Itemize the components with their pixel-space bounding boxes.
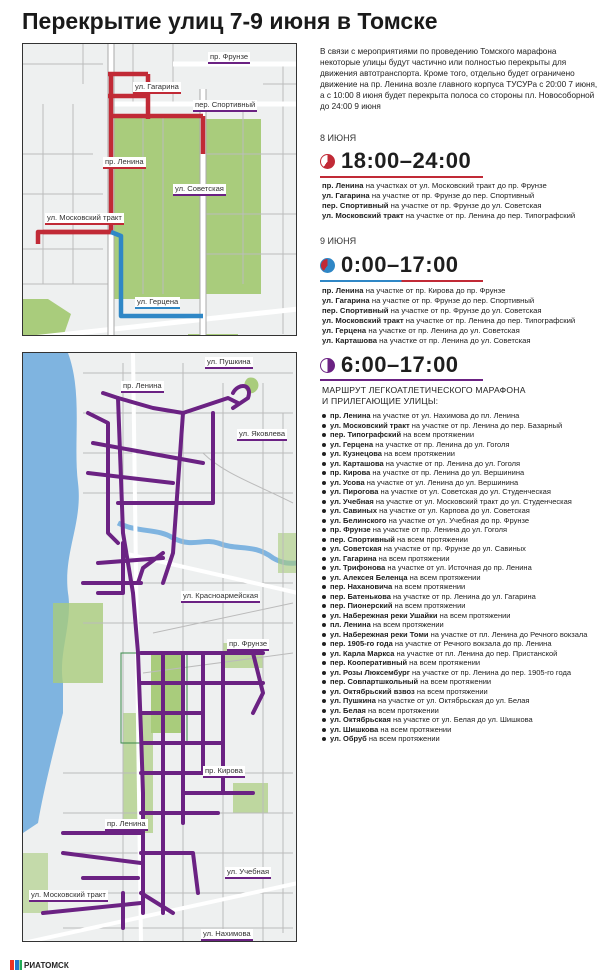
street-item	[322, 286, 575, 296]
street-name: ул. Октябрьская	[330, 715, 391, 724]
day2-time: 0:00–17:00	[341, 252, 459, 277]
street-segment: на участке от Речного вокзала до пр. Ленина	[392, 639, 552, 648]
street-name: пр. Ленина	[330, 411, 371, 420]
street-item	[322, 677, 600, 687]
street-item	[322, 734, 600, 744]
street-segment: на участке от ул. Учебная до пр. Фрунзе	[386, 515, 530, 525]
street-name: ул. Московский тракт	[322, 211, 404, 221]
street-segment: на участке от пр. Фрунзе до ул. Савиных	[381, 544, 526, 553]
street-item	[322, 611, 600, 621]
route-heading-line2: И ПРИЛЕГАЮЩИЕ УЛИЦЫ:	[322, 396, 439, 406]
street-segment: на участке от ул. Московский тракт до ул. Студенческая	[373, 496, 572, 506]
map-bottom-label-krasnoarmeyskaya: ул. Красноармейская	[181, 591, 260, 603]
street-item	[322, 316, 575, 326]
street-item	[322, 573, 600, 583]
street-item	[322, 211, 575, 221]
street-name: ул. Карташова	[322, 336, 378, 346]
street-segment: на участке от пр. Ленина до ул. Гоголя	[370, 525, 508, 534]
street-segment: на участке от пр. Фрунзе до пер. Спортивный	[369, 296, 535, 306]
street-name: ул. Пирогова	[330, 487, 379, 496]
street-name: ул. Герцена	[330, 439, 374, 449]
street-item	[322, 459, 600, 469]
street-item	[322, 668, 600, 678]
street-name: ул. Гагарина	[322, 296, 370, 306]
street-segment: на участке от пр. Ленина до пер. 1905-го года	[409, 667, 572, 677]
street-item	[322, 191, 575, 201]
street-name: ул. Гагарина	[330, 553, 377, 563]
street-segment: на участке от пр. Ленина до ул. Советская	[377, 336, 531, 346]
day1-underline	[320, 176, 483, 178]
map-marathon-route[interactable]	[22, 352, 297, 942]
street-name: пер. Нахановича	[330, 582, 393, 591]
day3-underline	[320, 379, 483, 381]
street-item	[322, 449, 600, 459]
street-name: ул. Карла Маркса	[330, 648, 395, 658]
street-segment: на участке от пр. Ленина до ул. Гоголя	[373, 439, 510, 449]
day1-street-list	[322, 181, 575, 221]
day1-label: 8 ИЮНЯ	[320, 133, 357, 143]
map-bottom-label-kirova: пр. Кирова	[203, 766, 245, 778]
street-segment: на всем протяжении	[365, 705, 439, 715]
map-top-label-gertsena: ул. Герцена	[135, 297, 180, 309]
intro-text: В связи с мероприятиями по проведению Томского марафона некоторые улицы будут частично или полностью перекрыты для движения автотранспорта. Кроме того, отдельно будет ограничено движение на пр. Ленина возле главного корпуса ТУСУРа с 20:00 7 июня, а с 10:00 8 июня будет перекрыта полоса со стороны пл. Новособорной до 24:00 9 июня	[320, 47, 598, 111]
street-segment: на участке от ул. Советская до ул. Студенческая	[378, 487, 551, 496]
street-segment: на всем протяжении	[370, 620, 444, 629]
street-name: пер. Кооперативный	[330, 658, 408, 667]
street-segment: на всем протяжении	[407, 658, 481, 667]
street-segment: на участке от пр. Фрунзе до ул. Советская	[388, 306, 542, 316]
page-title: Перекрытие улиц 7-9 июня в Томске	[22, 8, 438, 34]
map-bottom-label-nakhimova: ул. Нахимова	[201, 929, 253, 941]
street-segment: на всем протяжении	[437, 610, 511, 620]
street-item	[322, 620, 600, 630]
clock-red-icon	[320, 154, 335, 169]
street-item	[322, 601, 600, 611]
street-item	[322, 516, 600, 526]
street-segment: на участке от ул. Карпова до ул. Советская	[377, 506, 530, 515]
street-segment: на участке от пр. Ленина до пер. Типографский	[403, 211, 576, 221]
logo-text: РИАТОМСК	[24, 960, 69, 970]
map-bottom-label-lenina-2: пр. Ленина	[105, 819, 148, 831]
street-name: ул. Советская	[330, 544, 382, 553]
day2-label: 9 ИЮНЯ	[320, 236, 357, 246]
street-item	[322, 554, 600, 564]
street-segment: на участке от пл. Ленина до пер. Пристанской	[394, 648, 558, 658]
map-top-label-lenina: пр. Ленина	[103, 157, 146, 169]
street-item	[322, 306, 575, 316]
street-segment: на участке от пр. Ленина до ул. Вершинина	[370, 468, 525, 477]
street-item	[322, 696, 600, 706]
day2-time-row	[320, 253, 459, 277]
street-name: ул. Московский тракт	[330, 420, 410, 430]
street-name: ул. Обруб	[330, 734, 367, 743]
street-item	[322, 468, 600, 478]
street-item	[322, 478, 600, 488]
street-item	[322, 411, 600, 421]
street-item	[322, 497, 600, 507]
street-item	[322, 440, 600, 450]
street-name: пр. Ленина	[322, 286, 364, 295]
street-item	[322, 430, 600, 440]
street-item	[322, 525, 600, 535]
day1-time-row	[320, 149, 471, 173]
street-segment: на участке от ул. Источная до пр. Ленина	[385, 563, 532, 572]
street-name: пер. Совпартшкольный	[330, 677, 419, 686]
street-name: ул. Октябрьский взвоз	[330, 686, 415, 696]
street-segment: на участках от ул. Московский тракт до пр. Фрунзе	[363, 181, 547, 190]
route-heading-line1: МАРШРУТ ЛЕГКОАТЛЕТИЧЕСКОГО МАРАФОНА	[322, 385, 526, 395]
street-segment: на участке от ул. Октябрьская до ул. Белая	[375, 696, 530, 705]
map-bottom-label-uchebnaya: ул. Учебная	[225, 867, 271, 879]
ria-tomsk-logo	[10, 960, 69, 970]
street-item	[322, 487, 600, 497]
street-name: ул. Усова	[330, 477, 365, 487]
map-top-label-frunze: пр. Фрунзе	[208, 52, 250, 64]
street-name: ул. Герцена	[322, 326, 367, 336]
street-segment: на всем протяжении	[378, 724, 452, 734]
street-name: ул. Пушкина	[330, 696, 376, 705]
street-segment: на участке от пр. Ленина до ул. Гагарина	[390, 591, 536, 601]
street-name: пер. Спортивный	[322, 201, 389, 211]
street-item	[322, 706, 600, 716]
street-item	[322, 649, 600, 659]
map-closures-8-9-june[interactable]	[22, 43, 297, 336]
street-name: пер. Спортивный	[322, 306, 389, 316]
street-item	[322, 336, 575, 346]
street-name: пер. Пионерский	[330, 601, 393, 610]
street-segment: на всем протяжении	[392, 582, 466, 591]
street-item	[322, 421, 600, 431]
street-item	[322, 296, 575, 306]
street-name: ул. Белая	[330, 705, 366, 715]
street-item	[322, 535, 600, 545]
street-name: пер. 1905-го года	[330, 639, 393, 648]
street-item	[322, 725, 600, 735]
street-name: ул. Учебная	[330, 496, 374, 506]
map-bottom-label-lenina-1: пр. Ленина	[121, 381, 164, 393]
street-segment: на участке от ул. Белая до ул. Шишкова	[390, 715, 533, 724]
street-name: пл. Ленина	[330, 620, 371, 629]
street-item	[322, 563, 600, 573]
street-name: ул. Карташова	[330, 458, 384, 468]
street-segment: на всем протяжении	[414, 686, 488, 696]
route-street-list	[322, 411, 600, 744]
street-segment: на участке от пл. Ленина до Речного вокзала	[428, 629, 588, 639]
day3-time-row	[320, 353, 459, 377]
street-segment: на участке от пр. Кирова до пр. Фрунзе	[363, 286, 506, 295]
street-name: пер. Батенькова	[330, 591, 391, 601]
street-segment: на всем протяжении	[401, 430, 475, 439]
street-item	[322, 715, 600, 725]
street-segment: на всем протяжении	[366, 734, 440, 743]
street-name: ул. Кузнецова	[330, 449, 382, 458]
ria-logo-icon	[10, 960, 22, 970]
street-segment: на всем протяжении	[418, 677, 492, 686]
street-name: ул. Набережная реки Ушайки	[330, 610, 438, 620]
street-name: ул. Белинского	[330, 515, 387, 525]
street-name: пр. Ленина	[322, 181, 364, 190]
street-name: ул. Гагарина	[322, 191, 370, 201]
street-item	[322, 506, 600, 516]
street-name: ул. Московский тракт	[322, 316, 404, 326]
map-bottom-label-frunze: пр. Фрунзе	[227, 639, 269, 651]
day1-time: 18:00–24:00	[341, 148, 472, 173]
day3-time: 6:00–17:00	[341, 352, 459, 377]
map-bottom-label-moskovsky: ул. Московский тракт	[29, 890, 108, 902]
map-top-label-moskovsky: ул. Московский тракт	[45, 213, 124, 225]
street-segment: на участке от пр. Ленина до ул. Гоголя	[383, 458, 521, 468]
street-item	[322, 658, 600, 668]
day2-underline	[320, 280, 483, 282]
clock-purple-icon	[320, 358, 335, 373]
street-name: пр. Фрунзе	[330, 525, 371, 534]
street-name: ул. Савиных	[330, 506, 378, 515]
street-segment: на всем протяжении	[381, 449, 455, 458]
street-segment: на участке от пр. Фрунзе до пер. Спортивный	[369, 191, 535, 201]
street-item	[322, 592, 600, 602]
street-segment: на всем протяжении	[394, 534, 468, 544]
street-name: ул. Розы Люксембург	[330, 667, 410, 677]
map-top-label-gagarina: ул. Гагарина	[133, 82, 181, 94]
street-item	[322, 582, 600, 592]
street-name: ул. Трифонова	[330, 563, 386, 572]
street-segment: на участке от ул. Ленина до ул. Вершинина	[364, 477, 519, 487]
street-segment: на участке от пр. Ленина до пер. Типографский	[403, 316, 576, 326]
street-name: пер. Типографский	[330, 430, 402, 439]
street-name: ул. Шишкова	[330, 724, 379, 734]
street-item	[322, 201, 575, 211]
street-segment: на участке от пр. Ленина до пер. Базарный	[409, 420, 563, 430]
street-segment: на участке от пр. Ленина до ул. Советская	[366, 326, 520, 336]
street-name: ул. Алексея Беленца	[330, 572, 408, 582]
map-bottom-label-yakovleva: ул. Яковлева	[237, 429, 287, 441]
street-item	[322, 544, 600, 554]
map-bottom-label-pushkina: ул. Пушкина	[205, 357, 253, 369]
street-segment: на участке от ул. Нахимова до пл. Ленина	[370, 411, 520, 420]
street-item	[322, 630, 600, 640]
route-heading	[322, 385, 526, 407]
street-segment: на всем протяжении	[376, 553, 450, 563]
map-top-label-sportivny: пер. Спортивный	[193, 100, 257, 112]
clock-blue-icon	[320, 258, 335, 273]
street-name: пер. Спортивный	[330, 534, 395, 544]
day2-street-list	[322, 286, 575, 347]
street-item	[322, 687, 600, 697]
street-item	[322, 326, 575, 336]
street-item	[322, 181, 575, 191]
street-item	[322, 639, 600, 649]
street-segment: на всем протяжении	[407, 572, 481, 582]
street-segment: на участке от пр. Фрунзе до ул. Советская	[388, 201, 542, 211]
street-name: пр. Кирова	[330, 468, 371, 477]
map-top-label-sovetskaya: ул. Советская	[173, 184, 226, 196]
street-name: ул. Набережная реки Томи	[330, 629, 429, 639]
street-segment: на всем протяжении	[392, 601, 466, 610]
